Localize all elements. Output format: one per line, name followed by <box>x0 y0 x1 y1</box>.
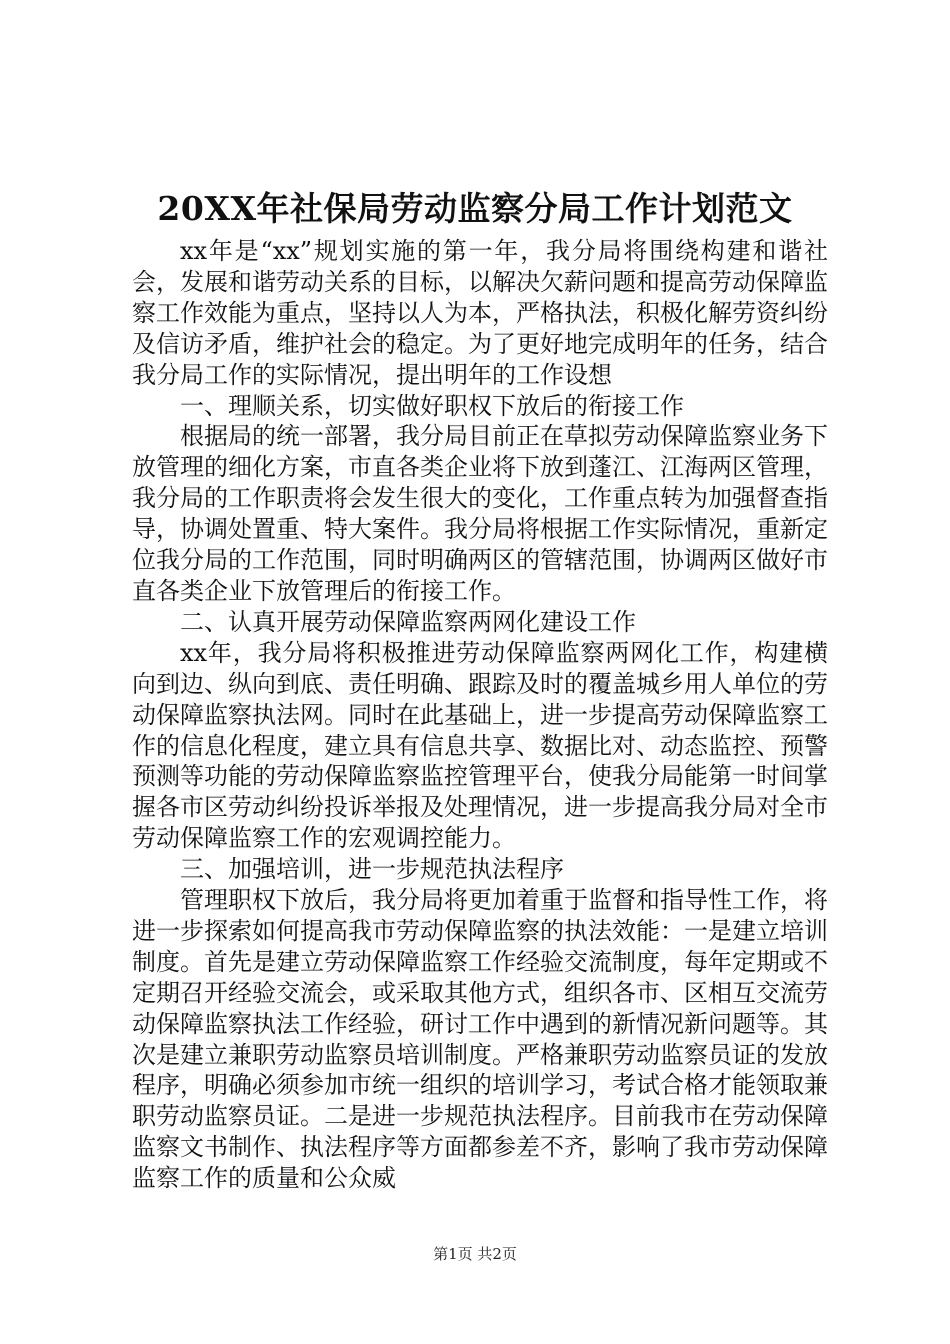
section-heading-1: 一、理顺关系，切实做好职权下放后的衔接工作 <box>180 391 684 420</box>
paragraph-section-1: 根据局的统一部署，我分局目前正在草拟劳动保障监察业务下放管理的细化方案，市直各类企业将下放到蓬江、江海两区管理，我分局的工作职责将会发生很大的变化，工作重点转为加强督查指导，协调处置重、特大案件。我分局将根据工作实际情况，重新定位我分局的工作范围，同时明确两区的管辖范围，协调两区做好市直各类企业下放管理后的衔接工作。 <box>132 422 828 605</box>
page-footer: 第1页 共2页 <box>433 1245 517 1263</box>
paragraph-intro: xx年是“xx”规划实施的第一年，我分局将围绕构建和谐社会，发展和谐劳动关系的目标，以解决欠薪问题和提高劳动保障监察工作效能为重点，坚持以人为本，严格执法，积极化解劳资纠纷及信访矛盾，维护社会的稳定。为了更好地完成明年的任务，结合我分局工作的实际情况，提出明年的工作设想 <box>132 237 828 389</box>
document-title: 20XX年社保局劳动监察分局工作计划范文 <box>157 189 793 228</box>
paragraph-section-2: xx年，我分局将积极推进劳动保障监察两网化工作，构建横向到边、纵向到底、责任明确、跟踪及时的覆盖城乡用人单位的劳动保障监察执法网。同时在此基础上，进一步提高劳动保障监察工作的信息化程度，建立具有信息共享、数据比对、动态监控、预警预测等功能的劳动保障监察监控管理平台，使我分局能第一时间掌握各市区劳动纠纷投诉举报及处理情况，进一步提高我分局对全市劳动保障监察工作的宏观调控能力。 <box>132 638 828 853</box>
document-body <box>132 236 828 1194</box>
paragraph-section-3: 管理职权下放后，我分局将更加着重于监督和指导性工作，将进一步探索如何提高我市劳动保障监察的执法效能：一是建立培训制度。首先是建立劳动保障监察工作经验交流制度，每年定期或不定期召开经验交流会，或采取其他方式，组织各市、区相互交流劳动保障监察执法工作经验，研讨工作中遇到的新情况新问题等。其次是建立兼职劳动监察员培训制度。严格兼职劳动监察员证的发放程序，明确必须参加市统一组织的培训学习，考试合格才能领取兼职劳动监察员证。二是进一步规范执法程序。目前我市在劳动保障监察文书制作、执法程序等方面都参差不齐，影响了我市劳动保障监察工作的质量和公众威 <box>132 886 828 1193</box>
section-heading-2: 二、认真开展劳动保障监察两网化建设工作 <box>180 607 636 636</box>
section-heading-3: 三、加强培训，进一步规范执法程序 <box>180 855 564 884</box>
